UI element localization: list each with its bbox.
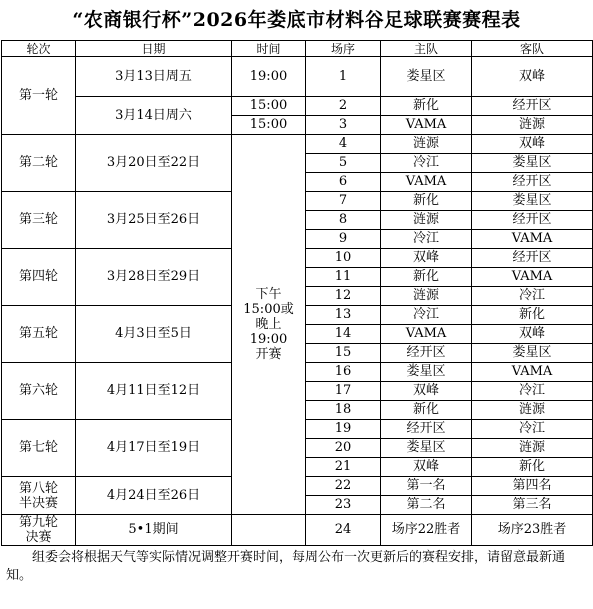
round-cell: 第四轮 bbox=[2, 249, 76, 306]
away-team-cell: 涟源 bbox=[472, 439, 593, 458]
away-team-cell: 新化 bbox=[472, 458, 593, 477]
match-no-cell: 24 bbox=[306, 515, 381, 546]
away-team-cell: 涟源 bbox=[472, 116, 593, 135]
match-no-cell: 4 bbox=[306, 135, 381, 154]
date-cell: 3月14日周六 bbox=[76, 97, 232, 135]
footer-note: 组委会将根据天气等实际情况调整开赛时间，每周公布一次更新后的赛程安排，请留意最新通知。 bbox=[6, 550, 566, 583]
date-cell: 3月13日周五 bbox=[76, 57, 232, 97]
away-team-cell: 经开区 bbox=[472, 97, 593, 116]
date-cell: 3月28日至29日 bbox=[76, 249, 232, 306]
match-no-cell: 3 bbox=[306, 116, 381, 135]
home-team-cell: 涟源 bbox=[381, 211, 472, 230]
home-team-cell: 新化 bbox=[381, 192, 472, 211]
home-team-cell: 第一名 bbox=[381, 477, 472, 496]
away-team-cell: 第三名 bbox=[472, 496, 593, 515]
home-team-cell: 娄星区 bbox=[381, 439, 472, 458]
home-team-cell: 涟源 bbox=[381, 287, 472, 306]
schedule-table bbox=[1, 40, 593, 546]
time-cell bbox=[232, 515, 306, 546]
away-team-cell: VAMA bbox=[472, 268, 593, 287]
time-cell: 15:00 bbox=[232, 116, 306, 135]
round-cell: 第一轮 bbox=[2, 57, 76, 135]
away-team-cell: 冷江 bbox=[472, 382, 593, 401]
away-team-cell: 场序23胜者 bbox=[472, 515, 593, 546]
table-row bbox=[2, 135, 593, 154]
match-no-cell: 15 bbox=[306, 344, 381, 363]
away-team-cell: 娄星区 bbox=[472, 192, 593, 211]
match-no-cell: 5 bbox=[306, 154, 381, 173]
away-team-cell: 新化 bbox=[472, 306, 593, 325]
match-no-cell: 10 bbox=[306, 249, 381, 268]
header-round: 轮次 bbox=[2, 41, 76, 57]
home-team-cell: 第二名 bbox=[381, 496, 472, 515]
time-cell: 19:00 bbox=[232, 57, 306, 97]
match-no-cell: 18 bbox=[306, 401, 381, 420]
match-no-cell: 13 bbox=[306, 306, 381, 325]
away-team-cell: 冷江 bbox=[472, 287, 593, 306]
match-no-cell: 8 bbox=[306, 211, 381, 230]
header-home: 主队 bbox=[381, 41, 472, 57]
header-match-no: 场序 bbox=[306, 41, 381, 57]
match-no-cell: 9 bbox=[306, 230, 381, 249]
match-no-cell: 12 bbox=[306, 287, 381, 306]
home-team-cell: 场序22胜者 bbox=[381, 515, 472, 546]
away-team-cell: 冷江 bbox=[472, 420, 593, 439]
home-team-cell: 双峰 bbox=[381, 249, 472, 268]
match-no-cell: 19 bbox=[306, 420, 381, 439]
date-cell: 4月3日至5日 bbox=[76, 306, 232, 363]
away-team-cell: 经开区 bbox=[472, 211, 593, 230]
match-no-cell: 23 bbox=[306, 496, 381, 515]
date-cell: 5•1期间 bbox=[76, 515, 232, 546]
home-team-cell: 涟源 bbox=[381, 135, 472, 154]
home-team-cell: 经开区 bbox=[381, 344, 472, 363]
round-cell: 第三轮 bbox=[2, 192, 76, 249]
away-team-cell: 娄星区 bbox=[472, 344, 593, 363]
table-row bbox=[2, 57, 593, 97]
match-no-cell: 7 bbox=[306, 192, 381, 211]
match-no-cell: 20 bbox=[306, 439, 381, 458]
date-cell: 3月20日至22日 bbox=[76, 135, 232, 192]
round-cell: 第八轮 半决赛 bbox=[2, 477, 76, 515]
away-team-cell: 双峰 bbox=[472, 135, 593, 154]
home-team-cell: VAMA bbox=[381, 173, 472, 192]
home-team-cell: 双峰 bbox=[381, 458, 472, 477]
away-team-cell: VAMA bbox=[472, 230, 593, 249]
home-team-cell: 经开区 bbox=[381, 420, 472, 439]
header-row bbox=[2, 41, 593, 57]
header-date: 日期 bbox=[76, 41, 232, 57]
date-cell: 4月11日至12日 bbox=[76, 363, 232, 420]
match-no-cell: 2 bbox=[306, 97, 381, 116]
home-team-cell: 冷江 bbox=[381, 154, 472, 173]
match-no-cell: 21 bbox=[306, 458, 381, 477]
match-no-cell: 22 bbox=[306, 477, 381, 496]
home-team-cell: 双峰 bbox=[381, 382, 472, 401]
away-team-cell: 娄星区 bbox=[472, 154, 593, 173]
away-team-cell: 涟源 bbox=[472, 401, 593, 420]
home-team-cell: 新化 bbox=[381, 268, 472, 287]
round-cell: 第五轮 bbox=[2, 306, 76, 363]
home-team-cell: 冷江 bbox=[381, 230, 472, 249]
header-time: 时间 bbox=[232, 41, 306, 57]
match-no-cell: 11 bbox=[306, 268, 381, 287]
match-no-cell: 16 bbox=[306, 363, 381, 382]
round-cell: 第六轮 bbox=[2, 363, 76, 420]
home-team-cell: 新化 bbox=[381, 401, 472, 420]
away-team-cell: VAMA bbox=[472, 363, 593, 382]
date-cell: 4月17日至19日 bbox=[76, 420, 232, 477]
table-row bbox=[2, 515, 593, 546]
home-team-cell: 新化 bbox=[381, 97, 472, 116]
away-team-cell: 双峰 bbox=[472, 325, 593, 344]
away-team-cell: 第四名 bbox=[472, 477, 593, 496]
away-team-cell: 经开区 bbox=[472, 249, 593, 268]
shared-time-cell: 下午 15:00或 晚上 19:00 开赛 bbox=[232, 135, 306, 515]
away-team-cell: 经开区 bbox=[472, 173, 593, 192]
away-team-cell: 双峰 bbox=[472, 57, 593, 97]
time-cell: 15:00 bbox=[232, 97, 306, 116]
table-row bbox=[2, 97, 593, 116]
home-team-cell: 娄星区 bbox=[381, 57, 472, 97]
date-cell: 3月25日至26日 bbox=[76, 192, 232, 249]
home-team-cell: 冷江 bbox=[381, 306, 472, 325]
header-away: 客队 bbox=[472, 41, 593, 57]
match-no-cell: 17 bbox=[306, 382, 381, 401]
match-no-cell: 6 bbox=[306, 173, 381, 192]
page-title: “农商银行杯”2026年娄底市材料谷足球联赛赛程表 bbox=[72, 9, 521, 31]
home-team-cell: VAMA bbox=[381, 116, 472, 135]
match-no-cell: 14 bbox=[306, 325, 381, 344]
home-team-cell: 娄星区 bbox=[381, 363, 472, 382]
date-cell: 4月24日至26日 bbox=[76, 477, 232, 515]
round-cell: 第二轮 bbox=[2, 135, 76, 192]
home-team-cell: VAMA bbox=[381, 325, 472, 344]
round-cell: 第七轮 bbox=[2, 420, 76, 477]
round-cell: 第九轮 决赛 bbox=[2, 515, 76, 546]
match-no-cell: 1 bbox=[306, 57, 381, 97]
